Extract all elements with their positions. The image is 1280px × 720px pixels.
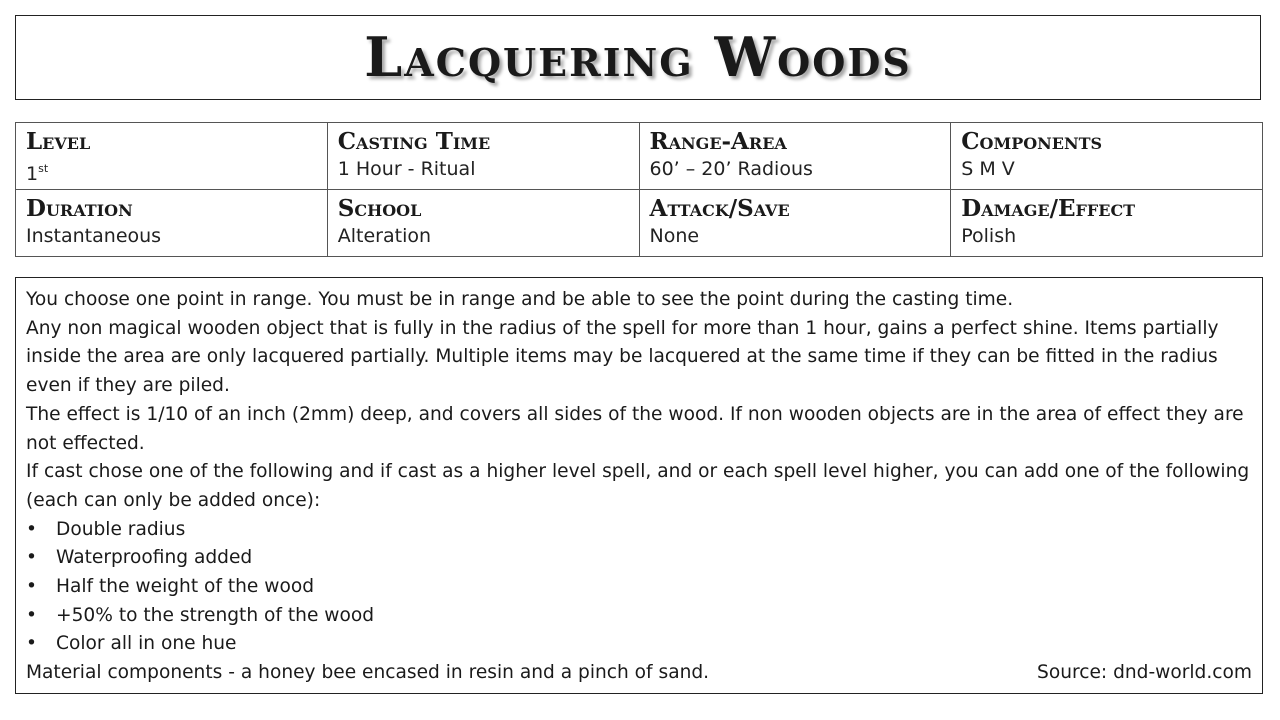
stat-value: S M V: [961, 158, 1015, 180]
description-paragraph: The effect is 1/10 of an inch (2mm) deep, and covers all sides of the wood. If non wooden objects are in the area of effect they are not effected.: [26, 403, 1244, 454]
stat-cell-level: [16, 123, 328, 190]
description-paragraph: Any non magical wooden object that is fully in the radius of the spell for more than 1 hour, gains a perfect shine. Items partially inside the area are only lacquered partially. Multiple items may be lacquered at the same time if they can be fitted in the radius even if they are piled.: [26, 317, 1219, 397]
bullet-icon: •: [26, 604, 37, 626]
level-number: 1: [26, 163, 39, 185]
spell-title: Lacquering Woods: [364, 24, 912, 89]
bullet-icon: •: [26, 576, 37, 598]
upgrade-options-list: [26, 516, 1252, 660]
spell-stats-table: [15, 122, 1263, 257]
stat-value: 60’ – 20’ Radious: [649, 158, 813, 180]
stat-value: None: [649, 225, 700, 247]
list-item-text: Waterproofing added: [56, 547, 253, 569]
title-banner: [15, 15, 1261, 100]
stat-label: School: [337, 195, 422, 222]
description-paragraph: If cast chose one of the following and if cast as a higher level spell, and or each spell level higher, you can add one of the following (each can only be added once):: [26, 461, 1250, 511]
stat-cell-components: [951, 123, 1263, 190]
list-item-text: +50% to the strength of the wood: [56, 604, 375, 626]
stat-cell-range-area: [639, 123, 951, 190]
stat-value: 1 Hour - Ritual: [337, 158, 476, 180]
stat-label: Damage/Effect: [961, 195, 1136, 222]
list-item: [26, 573, 1252, 602]
material-components: Material components - a honey bee encased in resin and a pinch of sand.: [26, 662, 710, 684]
bullet-icon: •: [26, 518, 37, 540]
stat-cell-attack-save: [639, 190, 951, 257]
stat-label: Level: [26, 128, 91, 155]
list-item: [26, 630, 1252, 659]
bullet-icon: •: [26, 633, 37, 655]
stat-label: Duration: [26, 195, 133, 222]
stat-value: Instantaneous: [26, 225, 162, 247]
list-item-text: Color all in one hue: [56, 633, 237, 655]
description-paragraph: You choose one point in range. You must be in range and be able to see the point during the casting time.: [26, 289, 1014, 310]
spell-description: [15, 277, 1263, 694]
stat-value: [26, 157, 317, 186]
list-item: [26, 602, 1252, 631]
stat-label: Attack/Save: [649, 195, 790, 222]
stat-cell-school: [327, 190, 639, 257]
stat-label: Components: [961, 128, 1103, 155]
stat-cell-damage-effect: [951, 190, 1263, 257]
list-item-text: Double radius: [56, 518, 186, 540]
level-ordinal-suffix: st: [38, 162, 49, 175]
stat-cell-casting-time: [327, 123, 639, 190]
bullet-icon: •: [26, 547, 37, 569]
stat-label: Range-Area: [649, 128, 787, 155]
stat-value: Polish: [961, 225, 1017, 247]
list-item: [26, 544, 1252, 573]
stat-cell-duration: [16, 190, 328, 257]
description-footer: [26, 659, 1252, 688]
stat-label: Casting Time: [337, 128, 491, 155]
list-item: [26, 516, 1252, 545]
list-item-text: Half the weight of the wood: [56, 576, 315, 598]
source-credit: Source: dnd-world.com: [1037, 662, 1252, 684]
stat-value: Alteration: [337, 225, 432, 247]
